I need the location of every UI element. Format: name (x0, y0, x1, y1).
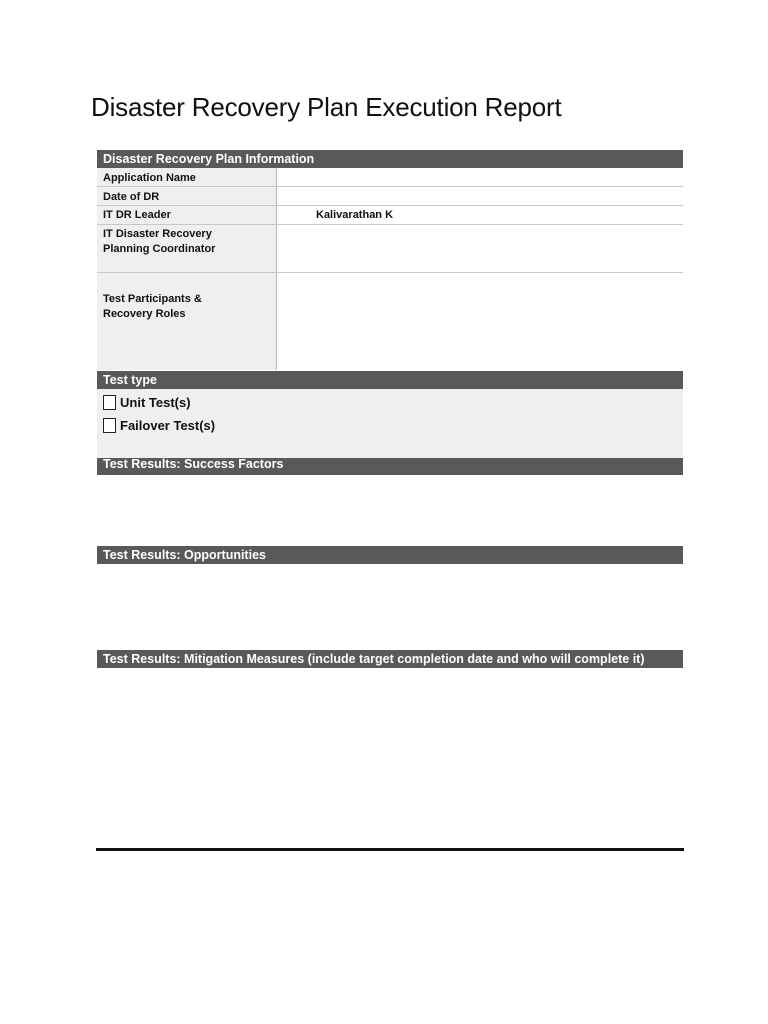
opportunities-header: Test Results: Opportunities (97, 546, 683, 564)
unit-test-option[interactable] (103, 395, 191, 410)
plan-info-header: Disaster Recovery Plan Information (97, 150, 683, 168)
unit-test-label: Unit Test(s) (120, 395, 191, 410)
test-type-header: Test type (97, 371, 683, 389)
mitigation-header: Test Results: Mitigation Measures (include target completion date and who will complete it) (97, 650, 683, 668)
test-participants-label: Test Participants & Recovery Roles (103, 293, 202, 320)
failover-test-label: Failover Test(s) (120, 418, 216, 433)
row-divider (97, 272, 683, 273)
unit-test-checkbox[interactable] (103, 395, 116, 410)
plan-info-table (97, 168, 683, 370)
row-divider (97, 186, 683, 187)
failover-test-option[interactable] (103, 418, 215, 433)
dr-coordinator-label: IT Disaster Recovery Planning Coordinator (103, 228, 216, 255)
row-divider (97, 224, 683, 225)
test-type-box (97, 389, 683, 465)
it-dr-leader-value: Kalivarathan K (316, 209, 394, 221)
bottom-rule (96, 848, 684, 851)
date-of-dr-label: Date of DR (103, 191, 160, 203)
failover-test-checkbox[interactable] (103, 418, 116, 433)
success-factors-header: Test Results: Success Factors (97, 458, 683, 475)
it-dr-leader-label: IT DR Leader (103, 209, 171, 221)
row-divider (97, 205, 683, 206)
application-name-label: Application Name (103, 172, 196, 184)
document-title: Disaster Recovery Plan Execution Report (91, 92, 562, 122)
